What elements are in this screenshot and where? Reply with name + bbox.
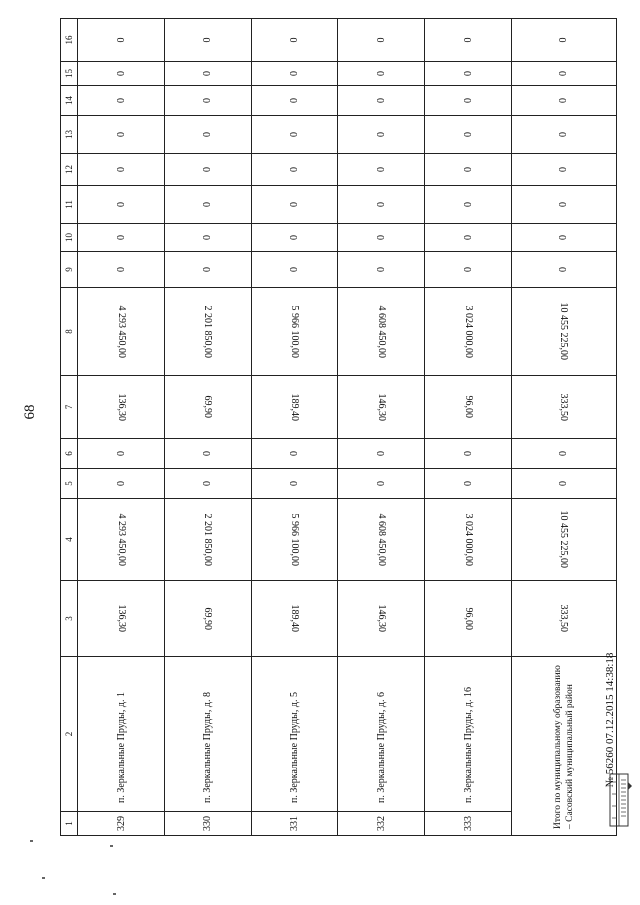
cell-n: 333 [425,812,512,836]
cell-c13: 0 [164,116,251,154]
cell-value: 4 608 450,00 [375,513,387,566]
column-header: 12 [61,154,78,186]
table-row [164,19,251,836]
cell-c10: 0 [251,224,338,252]
column-header: 9 [61,252,78,288]
total-c5: 0 [511,469,616,499]
cell-c11: 0 [164,186,251,224]
cell-c12: 0 [251,154,338,186]
cell-value: 146,30 [375,604,387,633]
cell-c3 [251,581,338,657]
page-number: 68 [21,404,38,420]
cell-c6: 0 [251,439,338,469]
barcode-stamp-icon [608,772,634,828]
registration-stamp-text: № 56260 07.12.2015 14:38:18 [604,652,616,788]
column-header: 7 [61,376,78,439]
housing-table [60,18,617,836]
cell-address: п. Зеркальные Пруды, д. 1 [78,657,165,812]
cell-c4 [164,499,251,581]
cell-c13: 0 [338,116,425,154]
cell-value: 69,90 [202,607,214,630]
header-row [61,19,78,836]
column-header: 8 [61,288,78,376]
cell-c8 [78,288,165,376]
cell-c16: 0 [78,19,165,62]
cell-value: 3 024 000,00 [462,513,474,566]
total-c14: 0 [511,86,616,116]
cell-c6: 0 [78,439,165,469]
cell-c7 [164,376,251,439]
column-header: 16 [61,19,78,62]
scan-speck [30,840,33,842]
total-c13: 0 [511,116,616,154]
cell-c14: 0 [251,86,338,116]
cell-value: 4 608 450,00 [375,305,387,358]
table-row [338,19,425,836]
cell-value: 96,00 [462,607,474,630]
total-value: 333,50 [558,604,570,633]
cell-c5: 0 [164,469,251,499]
cell-c8 [425,288,512,376]
cell-c4 [78,499,165,581]
cell-n: 331 [251,812,338,836]
cell-value: 96,00 [462,395,474,419]
cell-value: 69,90 [202,395,214,419]
cell-c12: 0 [338,154,425,186]
cell-c4 [425,499,512,581]
total-value: 10 455 225,00 [558,302,570,361]
cell-value: 189,40 [289,604,301,633]
cell-c11: 0 [425,186,512,224]
cell-c14: 0 [338,86,425,116]
cell-c7 [251,376,338,439]
table-row [251,19,338,836]
cell-c11: 0 [78,186,165,224]
column-header: 4 [61,499,78,581]
cell-c8 [164,288,251,376]
cell-c10: 0 [78,224,165,252]
cell-c15: 0 [425,62,512,86]
cell-value: 136,30 [115,393,127,421]
column-header: 15 [61,62,78,86]
cell-value: 5 966 100,00 [289,305,301,358]
column-header: 11 [61,186,78,224]
cell-n: 330 [164,812,251,836]
total-value: 333,50 [558,393,570,421]
total-c12: 0 [511,154,616,186]
cell-c4 [251,499,338,581]
total-c11: 0 [511,186,616,224]
cell-c5: 0 [425,469,512,499]
cell-c7 [78,376,165,439]
cell-c14: 0 [425,86,512,116]
column-header: 2 [61,657,78,812]
cell-c9: 0 [78,252,165,288]
scan-speck [113,893,116,895]
cell-value: 5 966 100,00 [289,513,301,566]
cell-c10: 0 [425,224,512,252]
cell-c15: 0 [338,62,425,86]
cell-c16: 0 [164,19,251,62]
cell-c11: 0 [251,186,338,224]
cell-address: п. Зеркальные Пруды, д. 5 [251,657,338,812]
total-label: Итого по муниципальному образованию – Сасовский муниципальный район [511,657,616,836]
total-c15: 0 [511,62,616,86]
total-value: 10 455 225,00 [558,510,570,569]
cell-c8 [338,288,425,376]
total-c4 [511,499,616,581]
cell-value: 2 201 850,00 [202,513,214,566]
cell-c6: 0 [425,439,512,469]
cell-value: 189,40 [289,393,301,421]
cell-c3 [78,581,165,657]
cell-c14: 0 [164,86,251,116]
cell-n: 332 [338,812,425,836]
cell-address: п. Зеркальные Пруды, д. 6 [338,657,425,812]
cell-c15: 0 [251,62,338,86]
cell-c10: 0 [338,224,425,252]
table-row [425,19,512,836]
column-header: 14 [61,86,78,116]
cell-c16: 0 [425,19,512,62]
cell-c9: 0 [251,252,338,288]
column-header: 10 [61,224,78,252]
cell-c7 [338,376,425,439]
column-header: 13 [61,116,78,154]
total-c7 [511,376,616,439]
cell-c12: 0 [425,154,512,186]
table-row [78,19,165,836]
cell-address: п. Зеркальные Пруды, д. 16 [425,657,512,812]
total-c8 [511,288,616,376]
cell-c11: 0 [338,186,425,224]
cell-c13: 0 [78,116,165,154]
cell-c12: 0 [164,154,251,186]
cell-c4 [338,499,425,581]
cell-c5: 0 [251,469,338,499]
cell-value: 4 293 450,00 [115,513,127,566]
cell-c13: 0 [251,116,338,154]
cell-c16: 0 [338,19,425,62]
cell-c5: 0 [338,469,425,499]
cell-c10: 0 [164,224,251,252]
column-header: 1 [61,812,78,836]
total-c16: 0 [511,19,616,62]
cell-c3 [164,581,251,657]
cell-n: 329 [78,812,165,836]
table-container [60,19,617,836]
cell-address: п. Зеркальные Пруды, д. 8 [164,657,251,812]
cell-value: 136,30 [115,604,127,633]
cell-c6: 0 [338,439,425,469]
cell-c3 [425,581,512,657]
cell-c14: 0 [78,86,165,116]
cell-c9: 0 [425,252,512,288]
cell-c5: 0 [78,469,165,499]
total-c9: 0 [511,252,616,288]
cell-c6: 0 [164,439,251,469]
total-c6: 0 [511,439,616,469]
cell-c15: 0 [78,62,165,86]
total-c10: 0 [511,224,616,252]
cell-c3 [338,581,425,657]
column-header: 6 [61,439,78,469]
cell-c12: 0 [78,154,165,186]
cell-c15: 0 [164,62,251,86]
scan-speck [110,845,113,847]
cell-c9: 0 [338,252,425,288]
cell-c7 [425,376,512,439]
cell-value: 2 201 850,00 [202,305,214,358]
scan-speck [42,877,45,879]
cell-c8 [251,288,338,376]
column-header: 3 [61,581,78,657]
cell-value: 4 293 450,00 [115,305,127,358]
cell-c9: 0 [164,252,251,288]
cell-value: 146,30 [375,393,387,421]
cell-value: 3 024 000,00 [462,305,474,358]
rotated-table-frame [60,19,617,836]
column-header: 5 [61,469,78,499]
cell-c16: 0 [251,19,338,62]
cell-c13: 0 [425,116,512,154]
